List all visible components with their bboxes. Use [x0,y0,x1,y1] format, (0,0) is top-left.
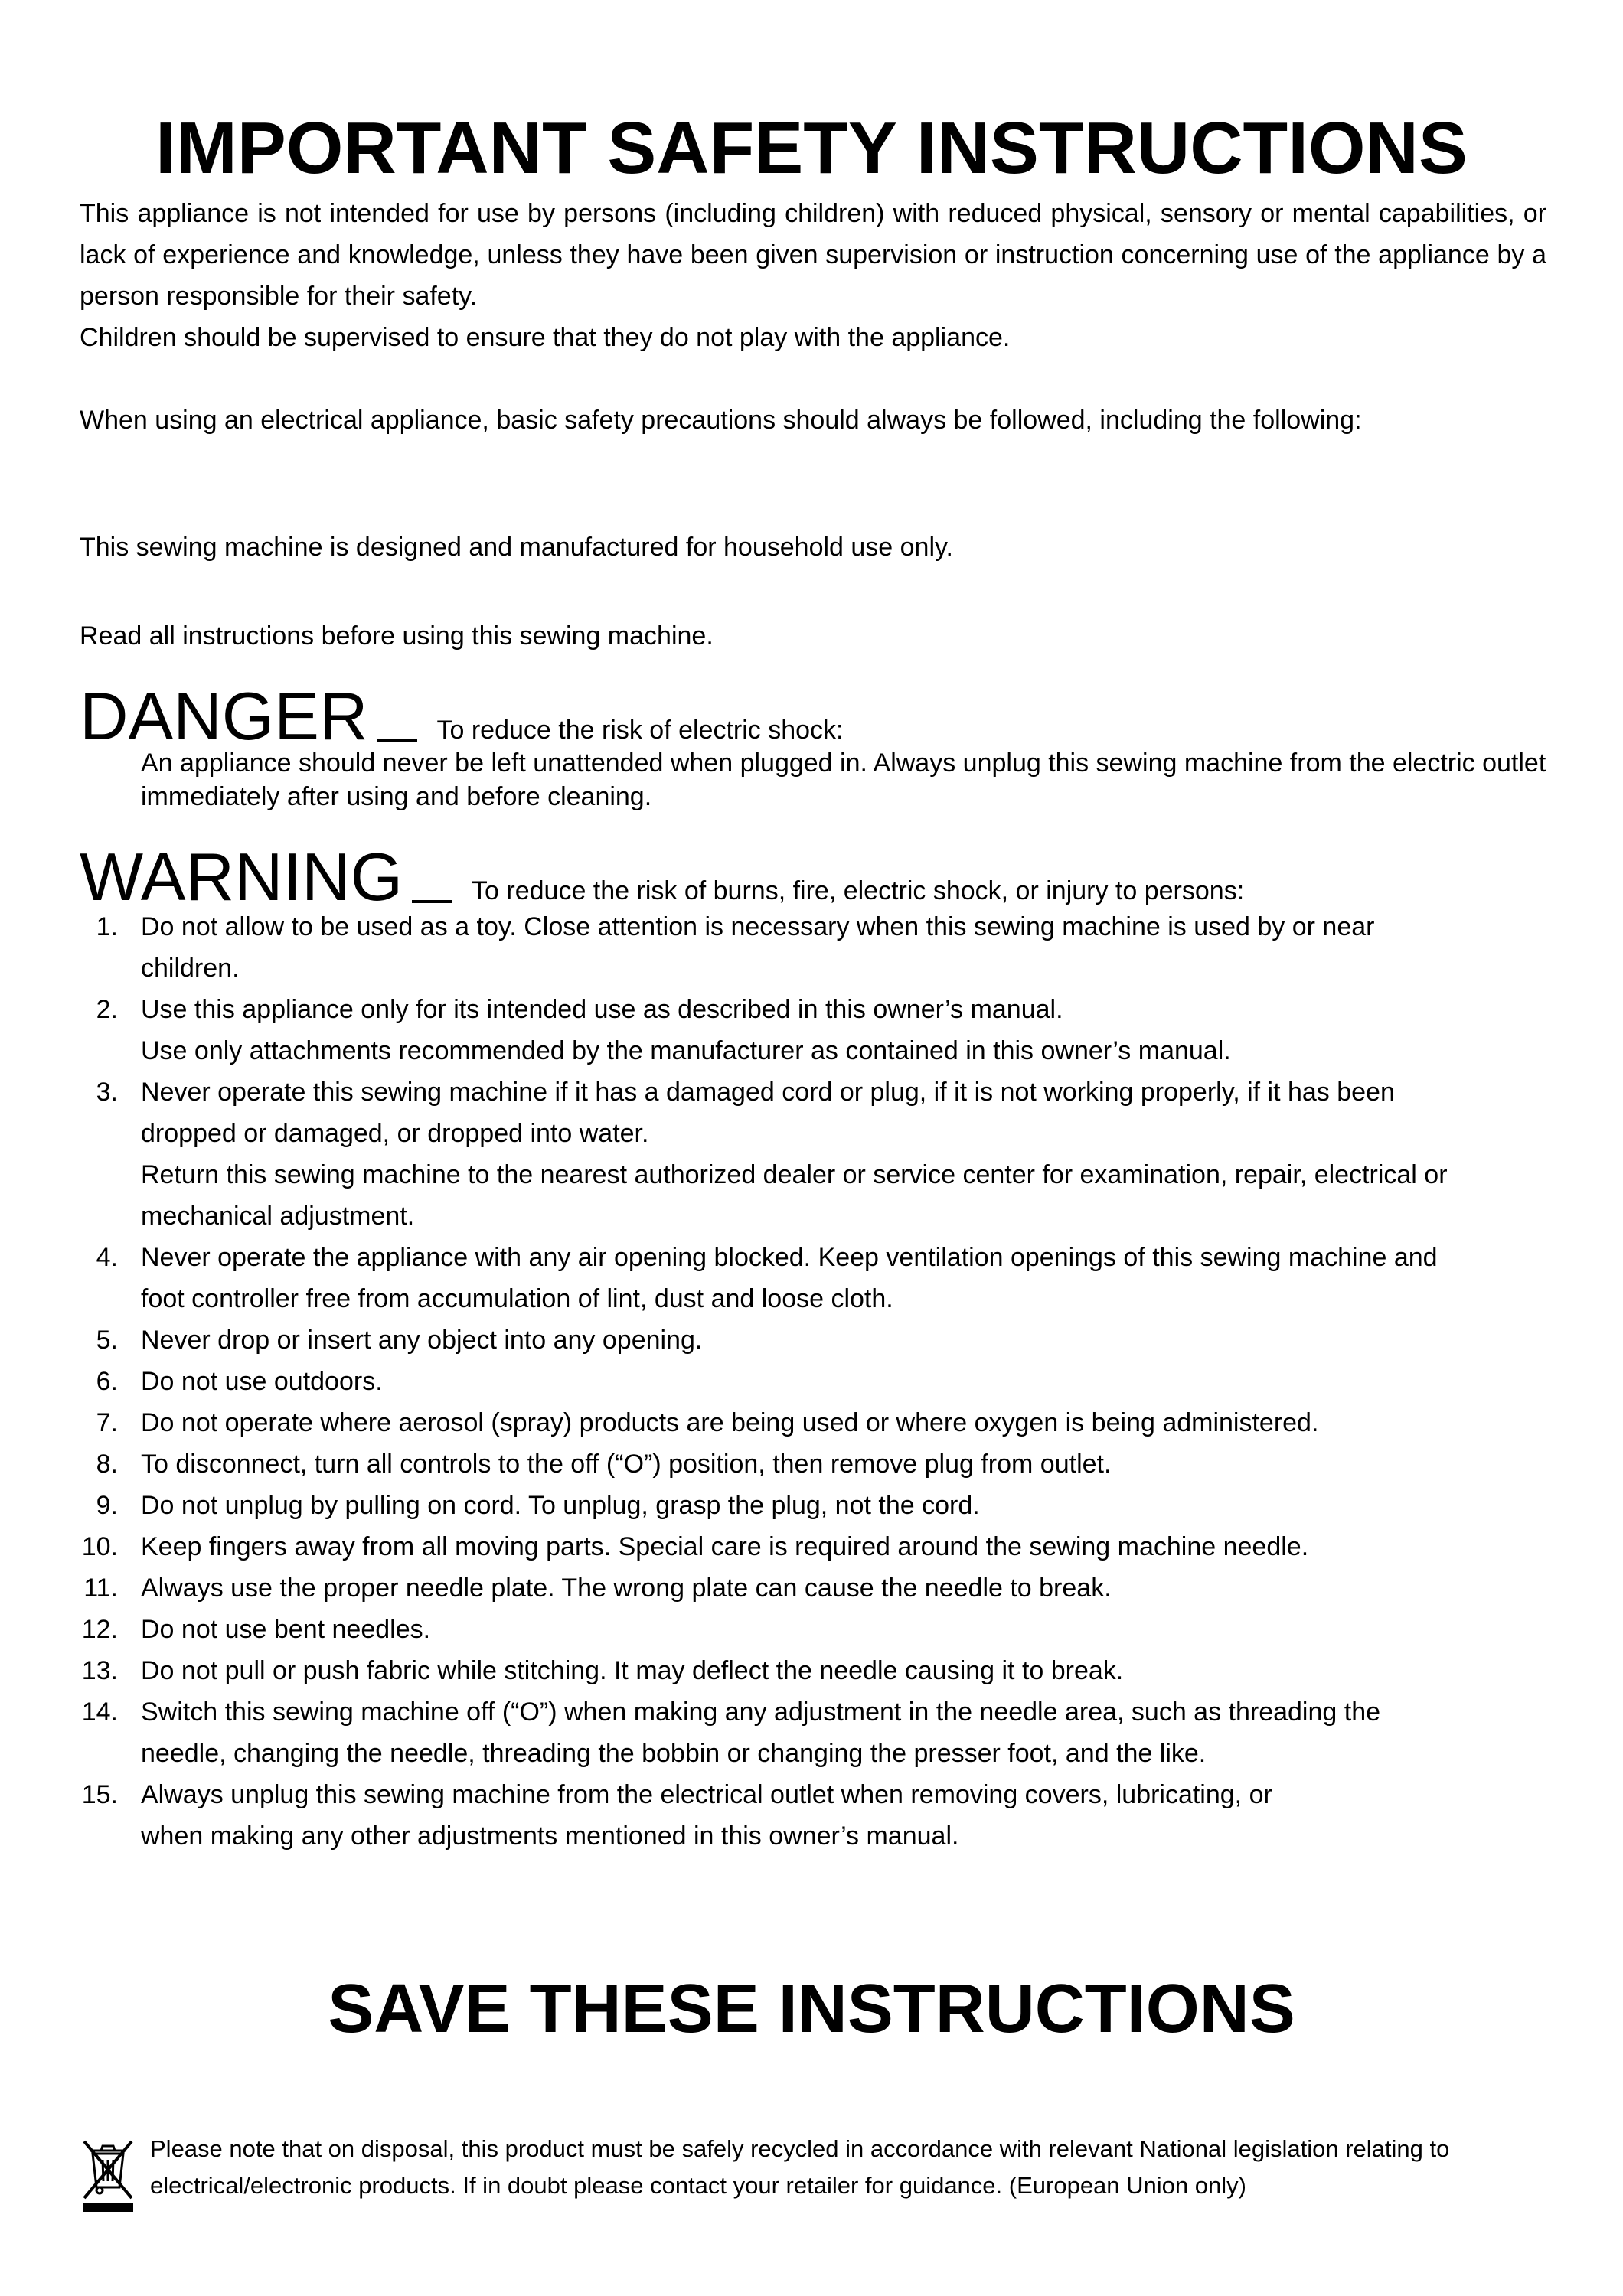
warning-item-line: Always use the proper needle plate. The wrong plate can cause the needle to break. [141,1574,1112,1603]
warning-item-number: 14. [81,1698,118,1727]
warning-item-line: needle, changing the needle, threading the bobbin or changing the presser foot, and the like. [141,1739,1207,1768]
warning-item-number: 4. [96,1243,118,1272]
intro-household-paragraph: This sewing machine is designed and manufactured for household use only. [80,533,953,562]
warning-item [0,1650,1623,1691]
warning-item-line: Do not unplug by pulling on cord. To unplug, grasp the plug, not the cord. [141,1491,980,1520]
warning-item-line: Use only attachments recommended by the manufacturer as contained in this owner’s manual. [141,1036,1231,1065]
page-title: IMPORTANT SAFETY INSTRUCTIONS [155,107,1468,189]
warning-item-line: Never drop or insert any object into any opening. [141,1326,703,1355]
warning-item-line: when making any other adjustments mentioned in this owner’s manual. [141,1821,959,1851]
warning-item-line: Never operate the appliance with any air opening blocked. Keep ventilation openings of this sewing machine and [141,1243,1438,1272]
warning-item-line: Do not allow to be used as a toy. Close attention is necessary when this sewing machine is used by or near [141,912,1375,941]
warning-heading [80,839,1245,915]
danger-subtitle: To reduce the risk of electric shock: [436,716,844,745]
warning-subtitle: To reduce the risk of burns, fire, electric shock, or injury to persons: [472,876,1245,905]
warning-item-line: children. [141,954,240,983]
warning-item [0,989,1623,1071]
warning-item [0,1609,1623,1650]
warning-item-line: Keep fingers away from all moving parts. Special care is required around the sewing machine needle. [141,1532,1309,1561]
warning-item-line: Always unplug this sewing machine from the electrical outlet when removing covers, lubricating, or [141,1780,1272,1809]
warning-item-line: Do not pull or push fabric while stitching. It may deflect the needle causing it to break. [141,1656,1124,1685]
warning-item-line: Return this sewing machine to the nearest authorized dealer or service center for examination, repair, electrical or [141,1160,1448,1189]
warning-list [0,906,1623,1857]
intro-capabilities-paragraph: This appliance is not intended for use by persons (including children) with reduced physical, sensory or mental capabilities, or lack of experience and knowledge, unless they have been given supervision or instruction concerning use of the appliance by a person responsible for their safety. [80,199,1546,311]
intro-precautions-paragraph: When using an electrical appliance, basic safety precautions should always be followed, including the following: [80,406,1362,435]
warning-item-line: mechanical adjustment. [141,1202,415,1231]
warning-item-number: 5. [96,1326,118,1355]
warning-item [0,906,1623,989]
warning-item-line: foot controller free from accumulation of lint, dust and loose cloth. [141,1284,893,1313]
crossed-out-wheelie-bin-icon [80,2135,136,2212]
warning-item-line: Do not use bent needles. [141,1615,431,1644]
warning-item-line: To disconnect, turn all controls to the off (“O”) position, then remove plug from outlet. [141,1450,1112,1479]
warning-item-number: 1. [96,912,118,941]
warning-item-line: dropped or damaged, or dropped into water. [141,1119,649,1148]
warning-item-number: 7. [96,1408,118,1437]
warning-item-line: Switch this sewing machine off (“O”) when making any adjustment in the needle area, such as threading the [141,1698,1381,1727]
disposal-notice [80,2131,1557,2215]
disposal-text: Please note that on disposal, this product must be safely recycled in accordance with relevant National legislation relating to electrical/electronic products. If in doubt please contact your retailer for guidance. (European Union only) [150,2135,1450,2199]
warning-item [0,1319,1623,1361]
warning-item-line: Use this appliance only for its intended use as described in this owner’s manual. [141,995,1063,1024]
warning-item [0,1485,1623,1526]
warning-item-number: 2. [96,995,118,1024]
warning-item-number: 6. [96,1367,118,1396]
danger-heading [80,678,844,754]
warning-item [0,1237,1623,1319]
warning-item [0,1774,1623,1857]
warning-item-number: 15. [81,1780,118,1809]
danger-label: DANGER [80,678,368,754]
warning-item-line: Never operate this sewing machine if it has a damaged cord or plug, if it is not working properly, if it has been [141,1078,1395,1107]
warning-label: WARNING [80,839,403,915]
warning-item-number: 10. [81,1532,118,1561]
warning-item-number: 3. [96,1078,118,1107]
warning-item-number: 8. [96,1450,118,1479]
save-instructions-title: SAVE THESE INSTRUCTIONS [328,1971,1295,2047]
warning-item [0,1526,1623,1567]
warning-item-number: 13. [81,1656,118,1685]
warning-item-number: 9. [96,1491,118,1520]
warning-item-number: 11. [83,1574,118,1603]
warning-item-number: 12. [81,1615,118,1644]
warning-item [0,1361,1623,1402]
danger-text: An appliance should never be left unattended when plugged in. Always unplug this sewing machine from the electric outlet immediately after using and before cleaning. [141,748,1546,811]
warning-item-line: Do not use outdoors. [141,1367,383,1396]
intro-children-paragraph: Children should be supervised to ensure that they do not play with the appliance. [80,323,1011,352]
danger-dash [377,739,417,742]
intro-read-paragraph: Read all instructions before using this sewing machine. [80,621,714,651]
warning-dash [412,900,452,903]
warning-item-line: Do not operate where aerosol (spray) products are being used or where oxygen is being administered. [141,1408,1319,1437]
warning-item [0,1567,1623,1609]
warning-item [0,1402,1623,1443]
warning-item [0,1443,1623,1485]
warning-item [0,1071,1623,1237]
warning-item [0,1691,1623,1774]
